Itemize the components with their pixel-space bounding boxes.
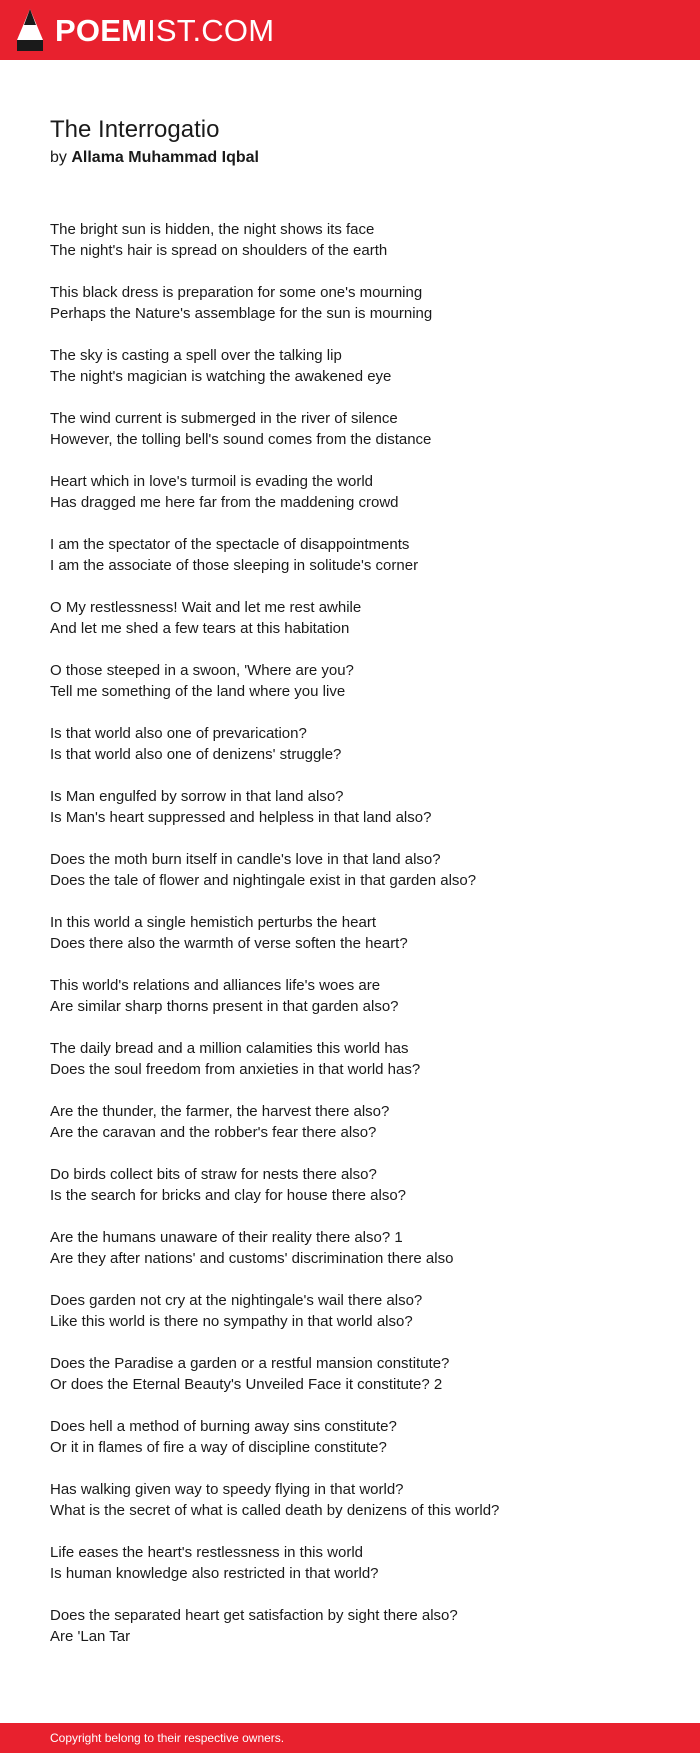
poem-line: In this world a single hemistich perturbs the heart	[50, 914, 376, 931]
poem-stanza	[50, 345, 670, 387]
poem-line: Is human knowledge also restricted in that world?	[50, 1565, 379, 1582]
poem-stanza	[50, 219, 670, 261]
poem-stanza	[50, 408, 670, 450]
poem-stanza	[50, 912, 670, 954]
poem-line: Like this world is there no sympathy in that world also?	[50, 1313, 413, 1330]
poem-line: Perhaps the Nature's assemblage for the sun is mourning	[50, 305, 433, 322]
poem-line: Are the thunder, the farmer, the harvest there also?	[50, 1103, 390, 1120]
poem-stanza	[50, 1542, 670, 1584]
poem-stanza	[50, 849, 670, 891]
poem-line: Is Man's heart suppressed and helpless in that land also?	[50, 809, 432, 826]
poem-stanza	[50, 1101, 670, 1143]
poem-heading	[50, 115, 259, 168]
poem-line: Has walking given way to speedy flying in that world?	[50, 1481, 404, 1498]
poem-line: Is the search for bricks and clay for house there also?	[50, 1187, 407, 1204]
poem-line: The night's hair is spread on shoulders of the earth	[50, 242, 388, 259]
site-header	[0, 0, 700, 60]
poem-line: Are 'Lan Tar	[50, 1628, 131, 1645]
poem-body	[50, 219, 670, 1668]
poem-line: This black dress is preparation for some one's mourning	[50, 284, 423, 301]
poem-line: Or it in flames of fire a way of discipline constitute?	[50, 1439, 387, 1456]
poem-line: Tell me something of the land where you live	[50, 683, 346, 700]
poem-line: Are they after nations' and customs' discrimination there also	[50, 1250, 454, 1267]
poem-line: O My restlessness! Wait and let me rest awhile	[50, 599, 362, 616]
poem-line: Does there also the warmth of verse soften the heart?	[50, 935, 408, 952]
poem-stanza	[50, 723, 670, 765]
poem-stanza	[50, 1479, 670, 1521]
poem-stanza	[50, 975, 670, 1017]
poem-line: Does the moth burn itself in candle's love in that land also?	[50, 851, 441, 868]
copyright-text: Copyright belong to their respective owners.	[50, 1731, 285, 1745]
poem-line: Does the separated heart get satisfaction by sight there also?	[50, 1607, 458, 1624]
poem-line: However, the tolling bell's sound comes from the distance	[50, 431, 432, 448]
poem-line: Are similar sharp thorns present in that garden also?	[50, 998, 399, 1015]
pencil-tip-icon	[17, 9, 43, 51]
poem-line: Is that world also one of denizens' struggle?	[50, 746, 342, 763]
poem-stanza	[50, 282, 670, 324]
poem-stanza	[50, 1164, 670, 1206]
poem-line: The daily bread and a million calamities this world has	[50, 1040, 409, 1057]
poem-line: This world's relations and alliances life's woes are	[50, 977, 381, 994]
poem-line: Is that world also one of prevarication?	[50, 725, 307, 742]
poem-stanza	[50, 1605, 670, 1647]
poem-line: O those steeped in a swoon, 'Where are you?	[50, 662, 354, 679]
poem-line: I am the associate of those sleeping in solitude's corner	[50, 557, 419, 574]
poem-stanza	[50, 534, 670, 576]
poem-stanza	[50, 1290, 670, 1332]
poem-line: The wind current is submerged in the river of silence	[50, 410, 398, 427]
poem-line: Are the humans unaware of their reality there also? 1	[50, 1229, 403, 1246]
poem-line: Has dragged me here far from the maddening crowd	[50, 494, 399, 511]
poem-line: Does the Paradise a garden or a restful mansion constitute?	[50, 1355, 450, 1372]
poem-line: Life eases the heart's restlessness in this world	[50, 1544, 364, 1561]
site-footer	[0, 1723, 700, 1753]
site-logo[interactable]	[55, 12, 275, 48]
poem-line: And let me shed a few tears at this habitation	[50, 620, 350, 637]
logo-light-text: IST.COM	[147, 12, 275, 48]
poem-line: Do birds collect bits of straw for nests there also?	[50, 1166, 377, 1183]
poem-line: The sky is casting a spell over the talking lip	[50, 347, 342, 364]
author-name: Allama Muhammad Iqbal	[71, 149, 259, 166]
poem-stanza	[50, 471, 670, 513]
by-label: by	[50, 149, 67, 166]
poem-line: What is the secret of what is called death by denizens of this world?	[50, 1502, 500, 1519]
poem-line: Does hell a method of burning away sins constitute?	[50, 1418, 397, 1435]
poem-line: Does the tale of flower and nightingale exist in that garden also?	[50, 872, 477, 889]
poem-stanza	[50, 1038, 670, 1080]
poem-line: I am the spectator of the spectacle of disappointments	[50, 536, 410, 553]
poem-stanza	[50, 597, 670, 639]
poem-title: The Interrogatio	[50, 116, 220, 143]
poem-stanza	[50, 1353, 670, 1395]
poem-line: Does garden not cry at the nightingale's wail there also?	[50, 1292, 423, 1309]
poem-stanza	[50, 660, 670, 702]
poem-line: The night's magician is watching the awakened eye	[50, 368, 392, 385]
poem-line: Does the soul freedom from anxieties in that world has?	[50, 1061, 421, 1078]
poem-stanza	[50, 1227, 670, 1269]
byline	[50, 148, 259, 168]
logo-bold-text: POEM	[55, 12, 148, 48]
poem-stanza	[50, 1416, 670, 1458]
poem-line: Heart which in love's turmoil is evading the world	[50, 473, 374, 490]
poem-line: Or does the Eternal Beauty's Unveiled Face it constitute? 2	[50, 1376, 443, 1393]
poem-line: Is Man engulfed by sorrow in that land also?	[50, 788, 344, 805]
poem-stanza	[50, 786, 670, 828]
poem-line: The bright sun is hidden, the night shows its face	[50, 221, 375, 238]
poem-line: Are the caravan and the robber's fear there also?	[50, 1124, 377, 1141]
